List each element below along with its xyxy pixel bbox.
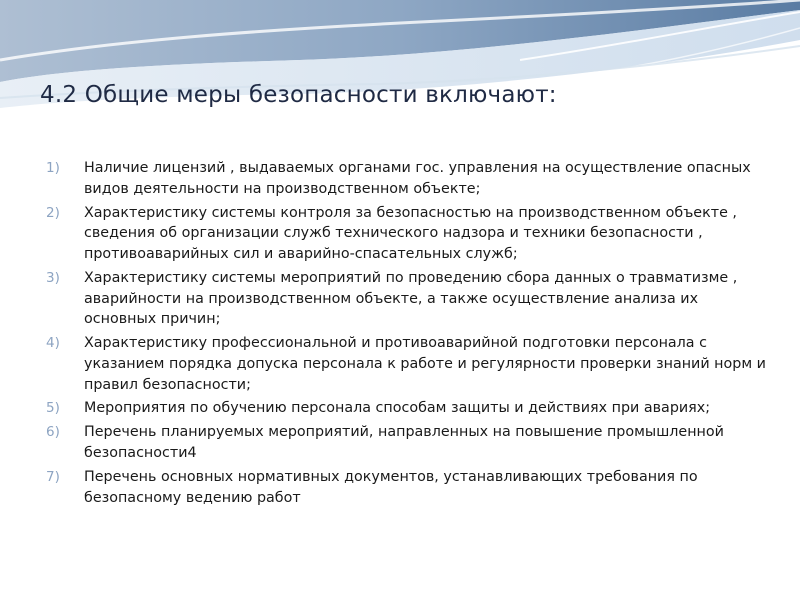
list-item-number: 5) (46, 400, 60, 417)
slide-title: 4.2 Общие меры безопасности включают: (40, 82, 557, 108)
list-item-number: 4) (46, 335, 60, 352)
list-item-number: 1) (46, 160, 60, 176)
list-item-text: Характеристику системы мероприятий по проведению сбора данных о травматизме , аварийности на производственном объекте, а также осуществление анализа их основных причин; (84, 269, 738, 328)
list-item-number: 6) (46, 424, 60, 441)
list-item-number: 3) (46, 269, 60, 286)
list-item (46, 158, 766, 199)
list-item (46, 467, 766, 508)
list-item (46, 398, 766, 419)
list-item-text: Наличие лицензий , выдаваемых органами гос. управления на осуществление опасных видов деятельности на производственном объекте; (84, 160, 751, 197)
list-item-number: 7) (46, 468, 60, 485)
measures-list (46, 158, 766, 512)
list-item-text: Мероприятия по обучению персонала способам защиты и действиях при авариях; (84, 400, 711, 417)
list-item (46, 422, 766, 463)
list-item (46, 268, 766, 330)
list-item-text: Характеристику системы контроля за безопасностью на производственном объекте , сведения об организации служб технического надзора и техники безопасности , противоаварийных сил и аварийно-спасательных служб; (84, 204, 737, 262)
header-wave-decoration (0, 0, 800, 130)
list-item-number: 2) (46, 204, 60, 221)
list-item-text: Характеристику профессиональной и противоаварийной подготовки персонала с указанием порядка допуска персонала к работе и регулярности проверки знаний норм и правил безопасности; (84, 335, 766, 393)
list-item-text: Перечень планируемых мероприятий, направленных на повышение промышленной безопасности4 (84, 424, 724, 462)
list-item-text: Перечень основных нормативных документов, устанавливающих требования по безопасному ведению работ (84, 468, 698, 506)
list-item (46, 203, 766, 265)
list-item (46, 333, 766, 395)
